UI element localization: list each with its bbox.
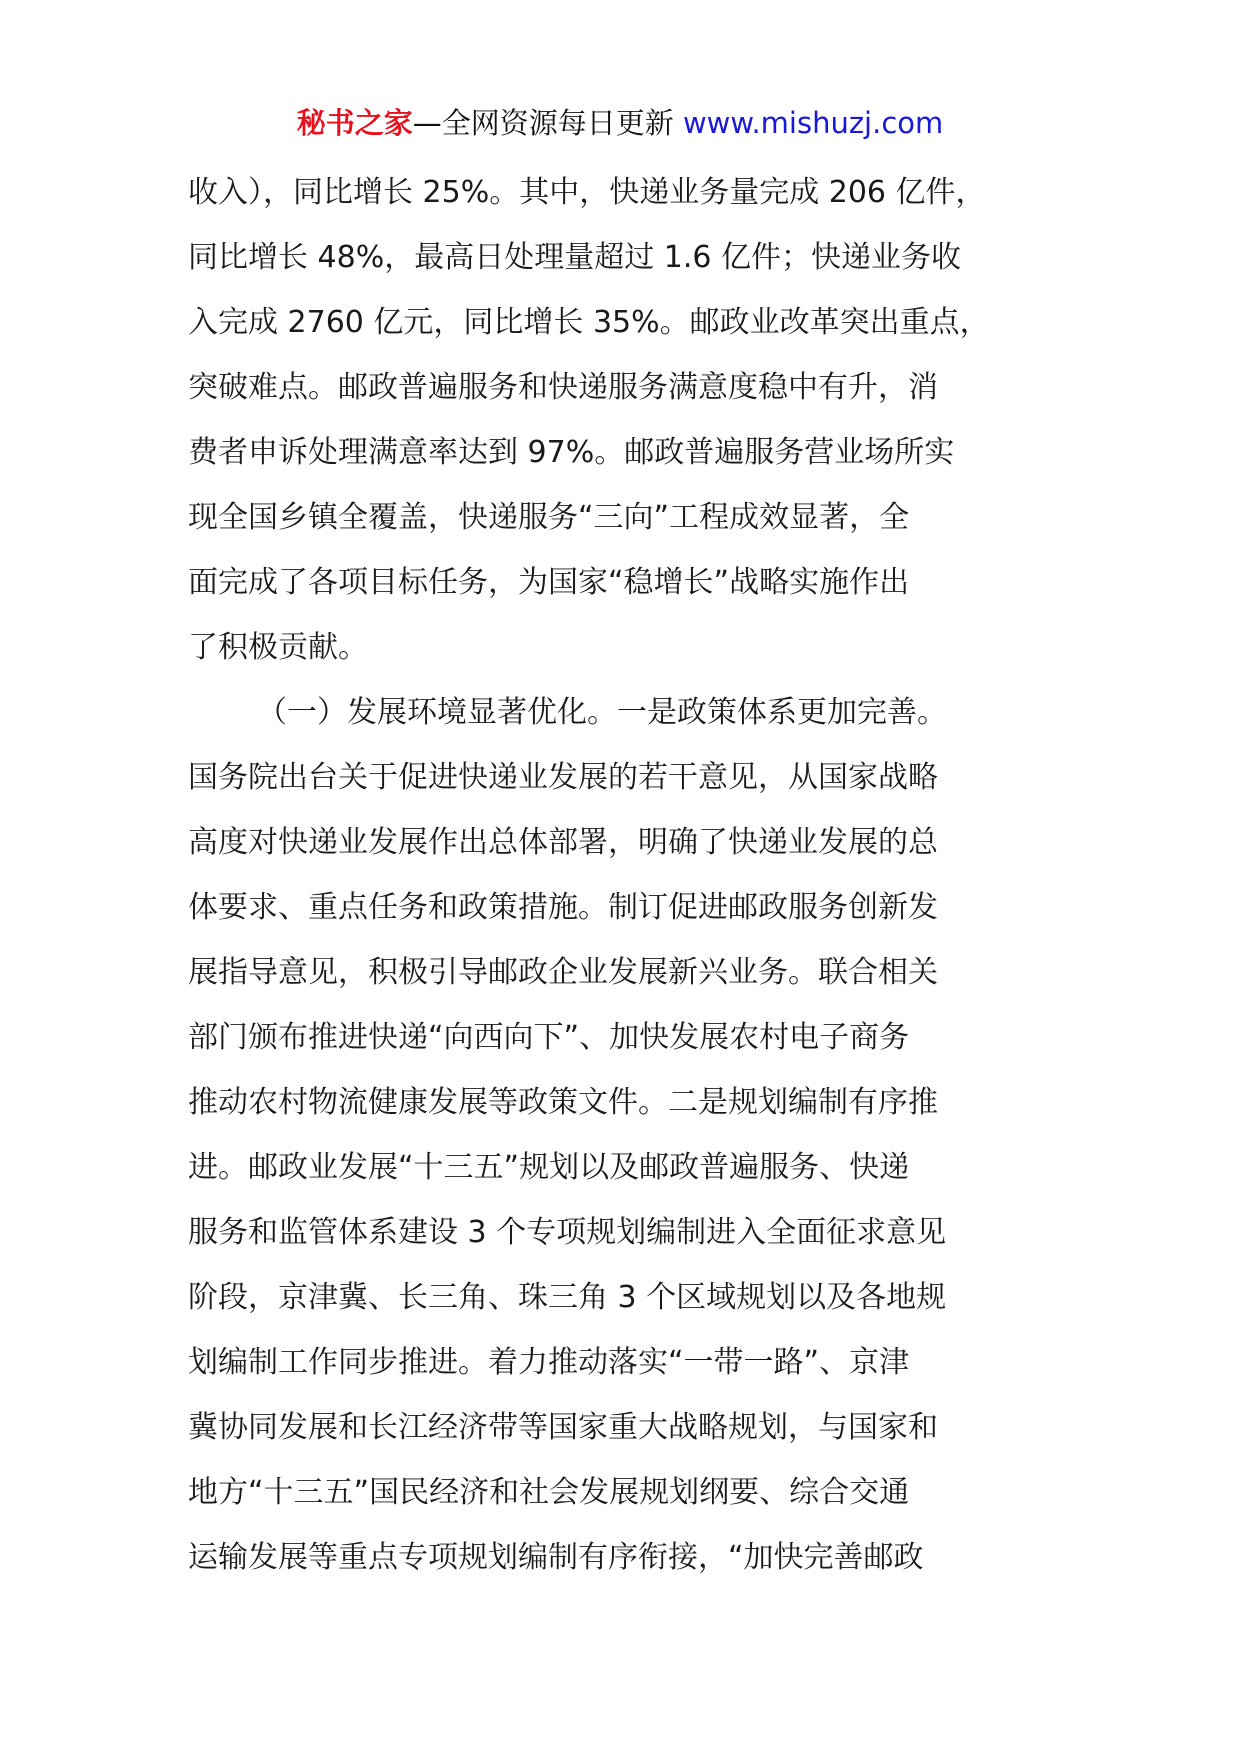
text-line: 面完成了各项目标任务，为国家“稳增长”战略实施作出 xyxy=(188,565,910,600)
text-line: 推动农村物流健康发展等政策文件。二是规划编制有序推 xyxy=(188,1085,938,1120)
text-line: 部门颁布推进快递“向西向下”、加快发展农村电子商务 xyxy=(188,1020,910,1055)
text-line: 冀协同发展和长江经济带等国家重大战略规划，与国家和 xyxy=(188,1410,938,1445)
text-line: 收入），同比增长 25%。其中，快递业务量完成 206 亿件， xyxy=(188,175,986,210)
text-line: 进。邮政业发展“十三五”规划以及邮政普遍服务、快递 xyxy=(188,1150,910,1185)
text-line: 了积极贡献。 xyxy=(188,630,368,665)
document-body xyxy=(188,160,1068,1590)
site-url-link[interactable]: www.mishuzj.com xyxy=(682,106,944,140)
text-line: 高度对快递业发展作出总体部署，明确了快递业发展的总 xyxy=(188,825,938,860)
text-line: 运输发展等重点专项规划编制有序衔接，“加快完善邮政 xyxy=(188,1540,924,1575)
text-line: 阶段，京津冀、长三角、珠三角 3 个区域规划以及各地规 xyxy=(188,1280,947,1315)
text-line: 服务和监管体系建设 3 个专项规划编制进入全面征求意见 xyxy=(188,1215,947,1250)
text-line: 国务院出台关于促进快递业发展的若干意见，从国家战略 xyxy=(188,760,938,795)
text-line: 现全国乡镇全覆盖，快递服务“三向”工程成效显著，全 xyxy=(188,500,910,535)
text-line: 展指导意见，积极引导邮政企业发展新兴业务。联合相关 xyxy=(188,955,938,990)
text-line: 突破难点。邮政普遍服务和快递服务满意度稳中有升，消 xyxy=(188,370,938,405)
header-tagline: —全网资源每日更新 xyxy=(412,106,683,140)
text-line: 入完成 2760 亿元，同比增长 35%。邮政业改革突出重点， xyxy=(188,305,990,340)
text-line: 体要求、重点任务和政策措施。制订促进邮政服务创新发 xyxy=(188,890,938,925)
section-heading-line: （一）发展环境显著优化。一是政策体系更加完善。 xyxy=(257,695,947,730)
brand-name: 秘书之家 xyxy=(296,106,413,140)
text-line: 地方“十三五”国民经济和社会发展规划纲要、综合交通 xyxy=(188,1475,910,1510)
text-line: 同比增长 48%，最高日处理量超过 1.6 亿件；快递业务收 xyxy=(188,240,961,275)
page-header xyxy=(0,103,1240,143)
text-line: 划编制工作同步推进。着力推动落实“一带一路”、京津 xyxy=(188,1345,910,1380)
text-line: 费者申诉处理满意率达到 97%。邮政普遍服务营业场所实 xyxy=(188,435,955,470)
